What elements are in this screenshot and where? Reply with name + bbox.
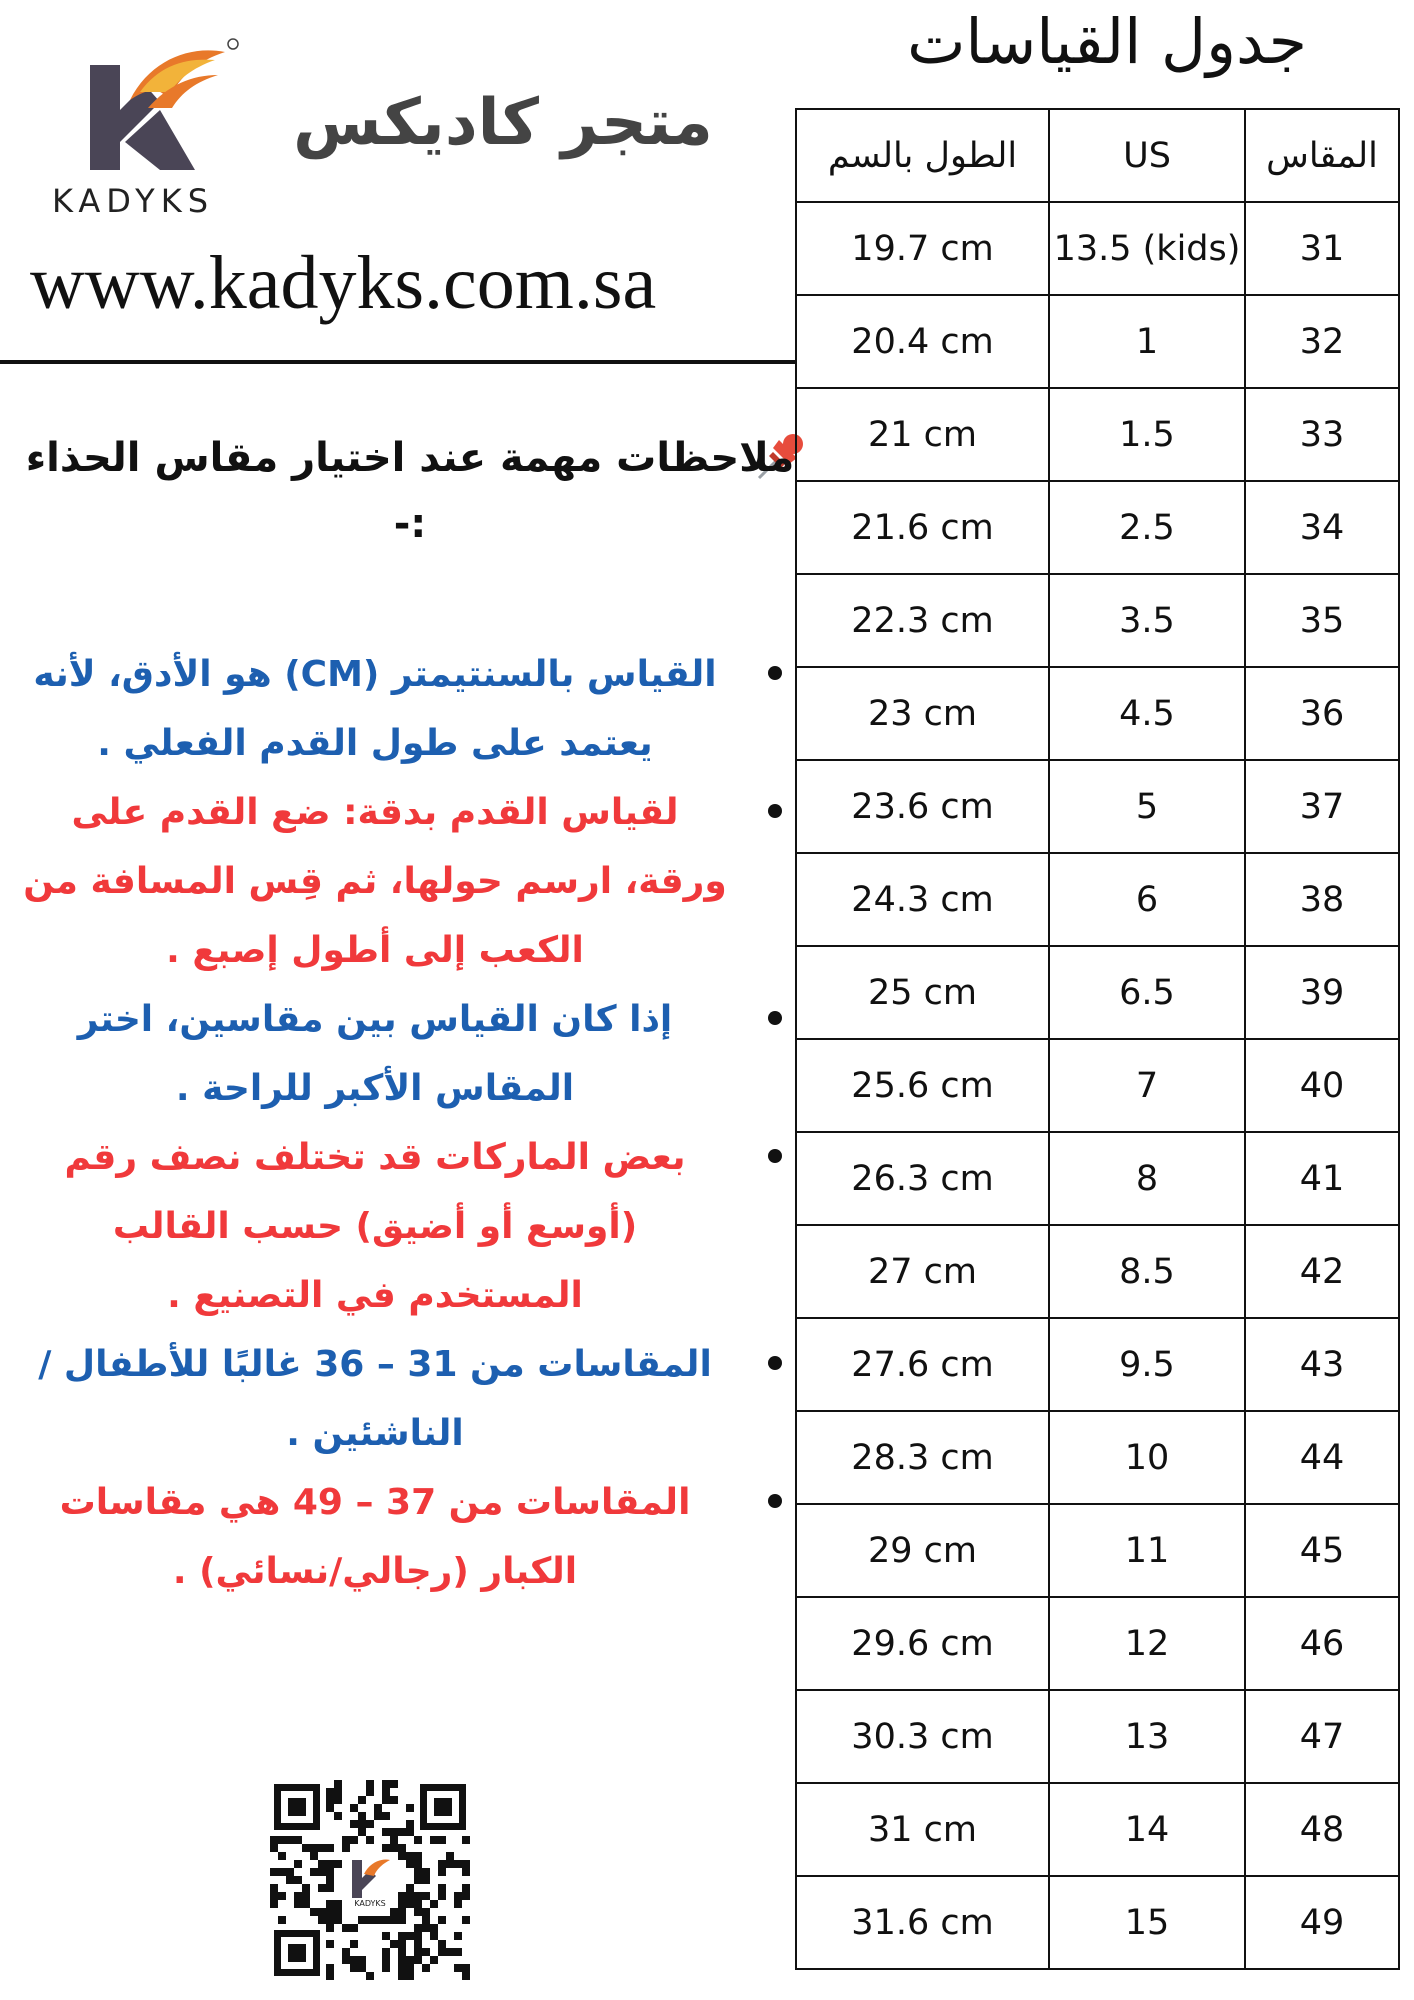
note-item: المقاسات من 31 – 36 غالبًا للأطفال / الناشئين . xyxy=(20,1330,790,1468)
cell-us: 4.5 xyxy=(1049,667,1245,760)
size-chart-table xyxy=(795,108,1400,1970)
cell-us: 10 xyxy=(1049,1411,1245,1504)
divider xyxy=(0,360,795,364)
cell-us: 3.5 xyxy=(1049,574,1245,667)
table-row xyxy=(796,1132,1399,1225)
table-row xyxy=(796,1597,1399,1690)
cell-length: 25 cm xyxy=(796,946,1049,1039)
cell-length: 30.3 cm xyxy=(796,1690,1049,1783)
cell-length: 21 cm xyxy=(796,388,1049,481)
cell-us: 7 xyxy=(1049,1039,1245,1132)
cell-length: 28.3 cm xyxy=(796,1411,1049,1504)
website-url[interactable]: www.kadyks.com.sa xyxy=(30,241,657,325)
cell-length: 31.6 cm xyxy=(796,1876,1049,1969)
note-item: لقياس القدم بدقة: ضع القدم على ورقة، ارسم حولها، ثم قِس المسافة من الكعب إلى أطول إصبع . xyxy=(20,778,790,985)
cell-size: 38 xyxy=(1245,853,1399,946)
table-row xyxy=(796,667,1399,760)
cell-size: 48 xyxy=(1245,1783,1399,1876)
cell-size: 49 xyxy=(1245,1876,1399,1969)
note-item: إذا كان القياس بين مقاسين، اختر المقاس الأكبر للراحة . xyxy=(20,985,790,1123)
cell-us: 13 xyxy=(1049,1690,1245,1783)
qr-label: KADYKS xyxy=(354,1899,386,1908)
cell-us: 6.5 xyxy=(1049,946,1245,1039)
cell-length: 27.6 cm xyxy=(796,1318,1049,1411)
table-header-row xyxy=(796,109,1399,202)
cell-size: 45 xyxy=(1245,1504,1399,1597)
notes-title: ملاحظات مهمة عند اختيار مقاس الحذاء :- xyxy=(25,435,795,547)
cell-length: 20.4 cm xyxy=(796,295,1049,388)
table-row xyxy=(796,853,1399,946)
cell-size: 43 xyxy=(1245,1318,1399,1411)
cell-size: 44 xyxy=(1245,1411,1399,1504)
cell-size: 42 xyxy=(1245,1225,1399,1318)
cell-size: 40 xyxy=(1245,1039,1399,1132)
cell-size: 46 xyxy=(1245,1597,1399,1690)
header-us: US xyxy=(1049,109,1245,202)
cell-us: 15 xyxy=(1049,1876,1245,1969)
cell-length: 19.7 cm xyxy=(796,202,1049,295)
cell-us: 8.5 xyxy=(1049,1225,1245,1318)
table-row xyxy=(796,1504,1399,1597)
cell-us: 1 xyxy=(1049,295,1245,388)
note-item: المقاسات من 37 – 49 هي مقاسات الكبار (رجالي/نسائي) . xyxy=(20,1468,790,1606)
cell-length: 23 cm xyxy=(796,667,1049,760)
cell-length: 27 cm xyxy=(796,1225,1049,1318)
cell-length: 29.6 cm xyxy=(796,1597,1049,1690)
table-row xyxy=(796,1411,1399,1504)
notes-list xyxy=(20,640,790,1606)
cell-length: 21.6 cm xyxy=(796,481,1049,574)
cell-size: 39 xyxy=(1245,946,1399,1039)
table-row xyxy=(796,1690,1399,1783)
cell-us: 14 xyxy=(1049,1783,1245,1876)
note-item: بعض الماركات قد تختلف نصف رقم (أوسع أو أضيق) حسب القالب المستخدم في التصنيع . xyxy=(20,1123,790,1330)
cell-us: 13.5 (kids) xyxy=(1049,202,1245,295)
cell-size: 47 xyxy=(1245,1690,1399,1783)
cell-size: 33 xyxy=(1245,388,1399,481)
cell-size: 32 xyxy=(1245,295,1399,388)
cell-us: 11 xyxy=(1049,1504,1245,1597)
cell-length: 24.3 cm xyxy=(796,853,1049,946)
table-row xyxy=(796,1318,1399,1411)
note-item: القياس بالسنتيمتر (CM) هو الأدق، لأنه يعتمد على طول القدم الفعلي . xyxy=(20,640,790,778)
cell-size: 31 xyxy=(1245,202,1399,295)
table-row xyxy=(796,946,1399,1039)
cell-size: 34 xyxy=(1245,481,1399,574)
cell-us: 1.5 xyxy=(1049,388,1245,481)
size-chart-title: جدول القياسات xyxy=(907,5,1307,78)
cell-us: 2.5 xyxy=(1049,481,1245,574)
table-row xyxy=(796,388,1399,481)
table-row xyxy=(796,1876,1399,1969)
cell-us: 8 xyxy=(1049,1132,1245,1225)
cell-size: 37 xyxy=(1245,760,1399,853)
cell-size: 36 xyxy=(1245,667,1399,760)
cell-us: 5 xyxy=(1049,760,1245,853)
table-row xyxy=(796,1783,1399,1876)
kadyks-logo-icon xyxy=(20,30,250,190)
cell-us: 9.5 xyxy=(1049,1318,1245,1411)
cell-size: 41 xyxy=(1245,1132,1399,1225)
table-row xyxy=(796,295,1399,388)
cell-us: 12 xyxy=(1049,1597,1245,1690)
table-row xyxy=(796,202,1399,295)
store-name: متجر كاديكس xyxy=(293,86,713,160)
table-row xyxy=(796,481,1399,574)
logo-wordmark: KADYKS xyxy=(51,182,215,220)
header-size: المقاس xyxy=(1245,109,1399,202)
table-row xyxy=(796,760,1399,853)
table-row xyxy=(796,574,1399,667)
qr-code-icon[interactable] xyxy=(270,1780,470,1980)
cell-us: 6 xyxy=(1049,853,1245,946)
cell-length: 25.6 cm xyxy=(796,1039,1049,1132)
cell-size: 35 xyxy=(1245,574,1399,667)
cell-length: 22.3 cm xyxy=(796,574,1049,667)
table-row xyxy=(796,1225,1399,1318)
cell-length: 26.3 cm xyxy=(796,1132,1049,1225)
cell-length: 31 cm xyxy=(796,1783,1049,1876)
cell-length: 29 cm xyxy=(796,1504,1049,1597)
cell-length: 23.6 cm xyxy=(796,760,1049,853)
header-length: الطول بالسم xyxy=(796,109,1049,202)
table-row xyxy=(796,1039,1399,1132)
